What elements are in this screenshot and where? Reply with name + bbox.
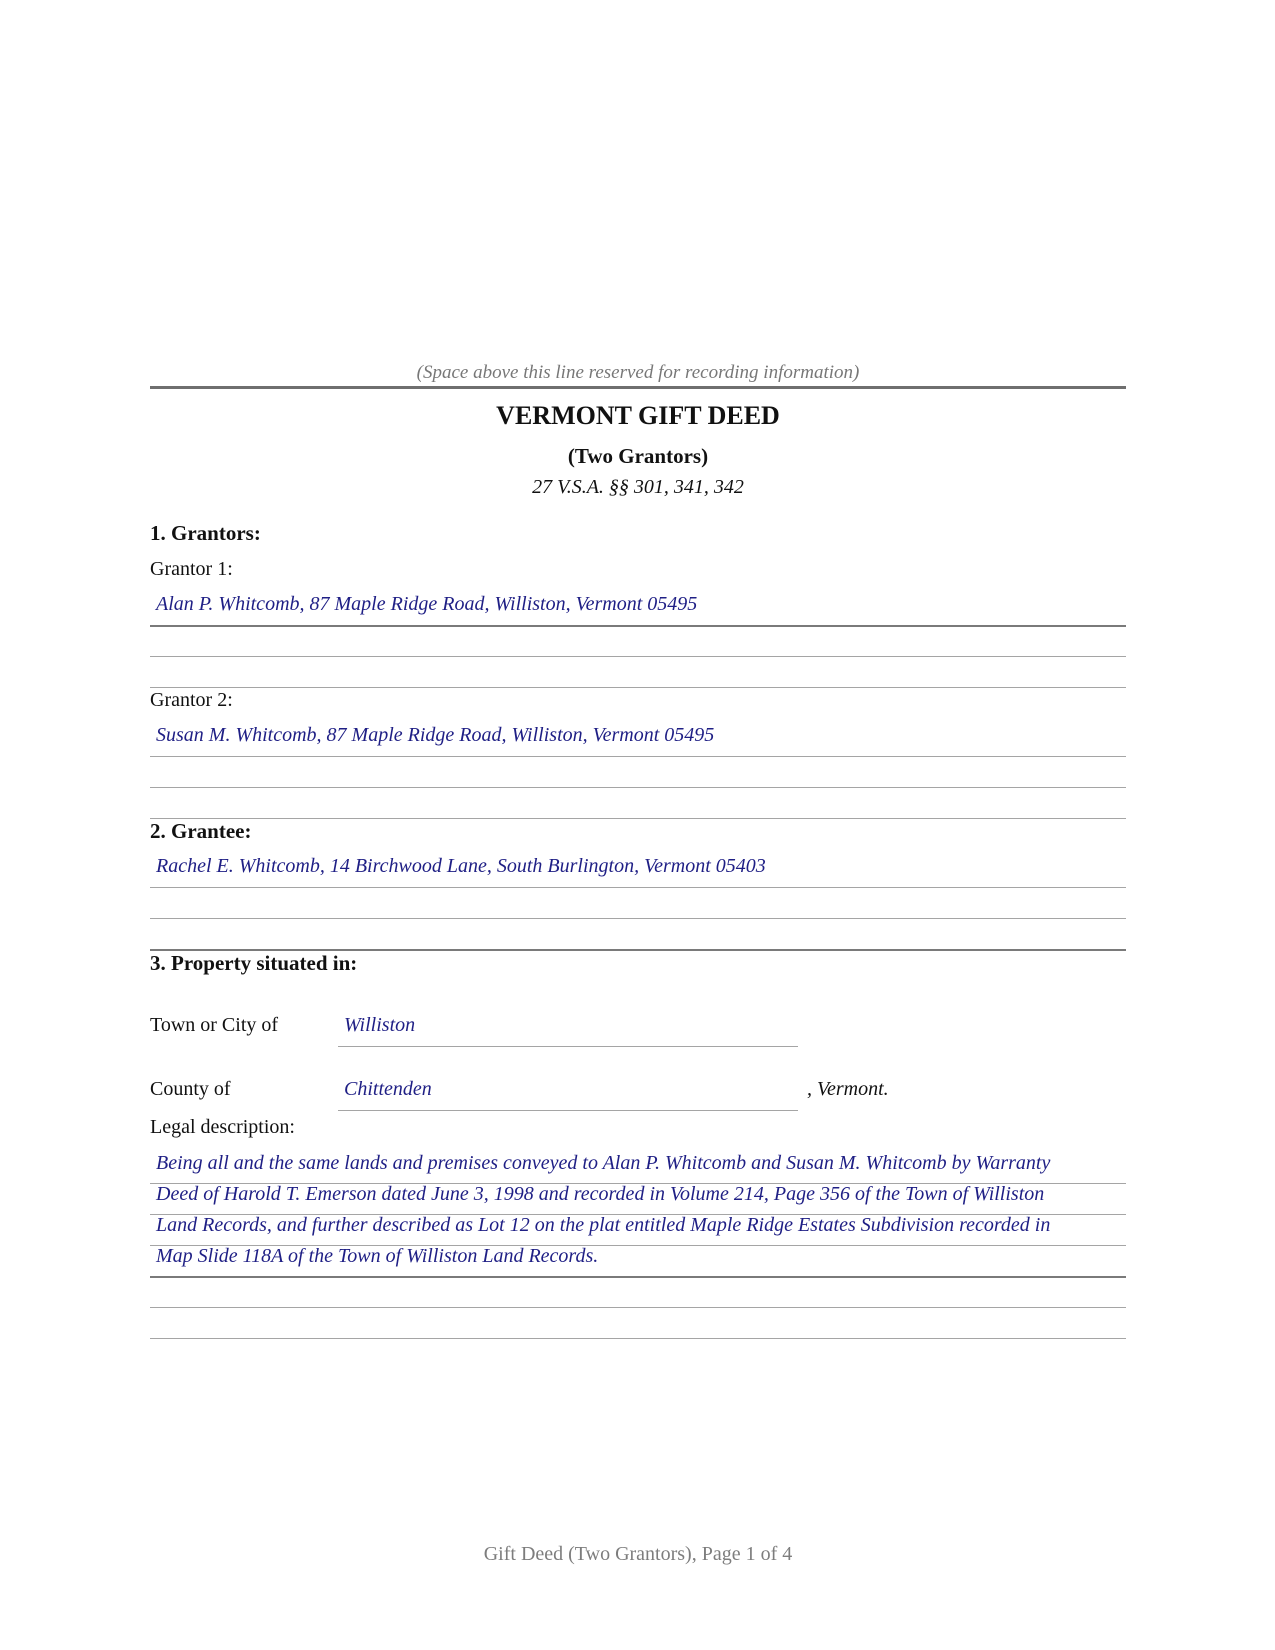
section-grantors-heading: 1. Grantors:: [150, 521, 261, 545]
town-field[interactable]: Williston: [344, 1014, 416, 1036]
recording-divider: [150, 386, 1126, 389]
document-title: VERMONT GIFT DEED: [496, 401, 780, 430]
section-grantee-heading: 2. Grantee:: [150, 819, 252, 843]
grantor1-blank-line: [150, 656, 1126, 657]
county-field[interactable]: Chittenden: [344, 1078, 432, 1100]
legal-line-rule: [150, 1276, 1126, 1278]
county-label: County of: [150, 1078, 231, 1100]
legal-description-label: Legal description:: [150, 1116, 295, 1138]
grantor2-blank-line: [150, 818, 1126, 819]
state-suffix: , Vermont.: [807, 1078, 889, 1100]
section-property-heading: 3. Property situated in:: [150, 951, 358, 975]
grantor1-field[interactable]: Alan P. Whitcomb, 87 Maple Ridge Road, Williston, Vermont 05495: [156, 593, 698, 615]
town-line: [338, 1046, 798, 1047]
grantor1-label: Grantor 1:: [150, 558, 233, 580]
legal-description-line[interactable]: Being all and the same lands and premises conveyed to Alan P. Whitcomb and Susan M. Whitcomb by Warranty: [156, 1152, 1051, 1174]
legal-blank-line: [150, 1307, 1126, 1308]
statute-citation: 27 V.S.A. §§ 301, 341, 342: [532, 476, 744, 498]
county-line: [338, 1110, 798, 1111]
legal-description-line[interactable]: Land Records, and further described as Lot 12 on the plat entitled Maple Ridge Estates Subdivision recorded in: [156, 1214, 1051, 1236]
grantor2-label: Grantor 2:: [150, 689, 233, 711]
legal-description-line[interactable]: Deed of Harold T. Emerson dated June 3, 1998 and recorded in Volume 214, Page 356 of the Town of Williston: [156, 1183, 1045, 1205]
grantor2-line: [150, 756, 1126, 757]
town-label: Town or City of: [150, 1014, 279, 1036]
page-footer: Gift Deed (Two Grantors), Page 1 of 4: [483, 1543, 793, 1565]
grantee-blank-line: [150, 918, 1126, 919]
grantee-field[interactable]: Rachel E. Whitcomb, 14 Birchwood Lane, South Burlington, Vermont 05403: [156, 855, 766, 877]
recording-notice: (Space above this line reserved for recording information): [416, 362, 860, 383]
grantor1-blank-line: [150, 687, 1126, 688]
grantor2-blank-line: [150, 787, 1126, 788]
legal-blank-line: [150, 1338, 1126, 1339]
document-subtitle: (Two Grantors): [567, 444, 709, 468]
grantee-line: [150, 887, 1126, 888]
grantor2-field[interactable]: Susan M. Whitcomb, 87 Maple Ridge Road, Williston, Vermont 05495: [156, 724, 715, 746]
grantor1-line: [150, 625, 1126, 627]
legal-description-line[interactable]: Map Slide 118A of the Town of Williston Land Records.: [156, 1245, 599, 1267]
